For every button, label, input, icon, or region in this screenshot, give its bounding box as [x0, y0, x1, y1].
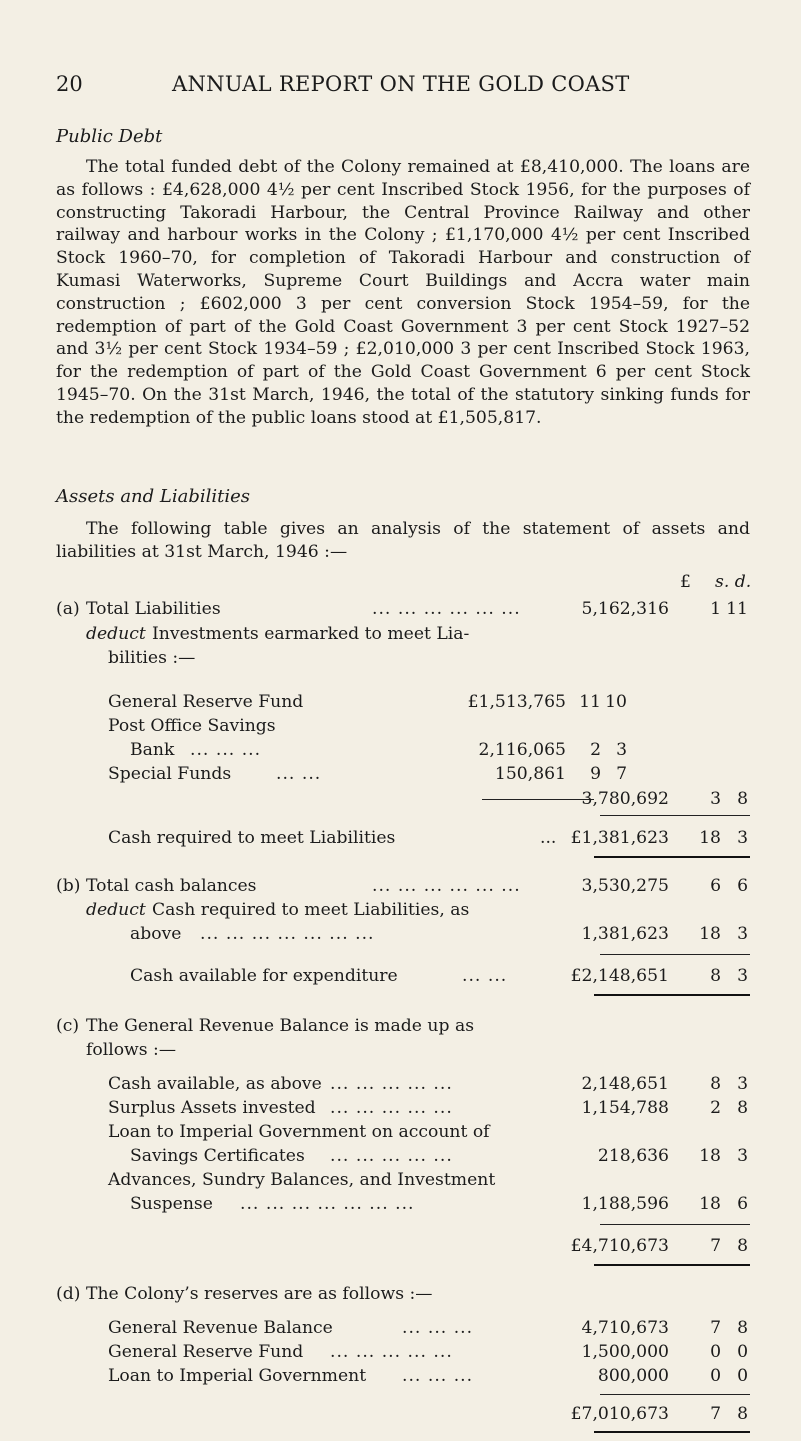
reserve-general-fund-shillings: 0 — [710, 1342, 721, 1362]
general-reserve-fund-label: General Reserve Fund — [108, 692, 304, 712]
imperial-loan-pounds: 218,636 — [597, 1146, 669, 1166]
reserve-general-revenue-label: General Revenue Balance — [108, 1318, 333, 1338]
running-title: ANNUAL REPORT ON THE GOLD COAST — [172, 72, 630, 96]
total-cash-balances-label: Total cash balances — [86, 876, 257, 896]
total-cash-balances-dots: ... ... ... ... ... ... — [372, 876, 521, 896]
section-d-label: (d) — [56, 1284, 81, 1304]
advances-pounds: 1,188,596 — [581, 1194, 669, 1214]
above-pounds: 1,381,623 — [581, 924, 669, 944]
c-cash-available-shillings: 8 — [710, 1074, 721, 1094]
reserves-total-pence: 8 — [737, 1404, 748, 1424]
cash-required-dots: ... — [540, 828, 557, 848]
double-rule-revenue-total — [594, 1264, 750, 1266]
post-office-savings-label-cont: Bank — [130, 740, 175, 760]
reserve-imperial-loan-label: Loan to Imperial Government — [108, 1366, 367, 1386]
post-office-savings-pence: 3 — [616, 740, 627, 760]
general-revenue-intro: The General Revenue Balance is made up as — [86, 1016, 475, 1036]
total-cash-balances-pence: 6 — [737, 876, 748, 896]
reserve-imperial-loan-dots: ... ... ... — [402, 1366, 474, 1386]
assets-heading: Assets and Liabilities — [56, 486, 251, 507]
total-liabilities-label: Total Liabilities — [86, 599, 221, 619]
reserve-general-fund-label: General Reserve Fund — [108, 1342, 304, 1362]
imperial-loan-shillings: 18 — [699, 1146, 721, 1166]
deduct-word-a: deduct — [86, 624, 146, 644]
surplus-assets-pounds: 1,154,788 — [581, 1098, 669, 1118]
special-funds-pounds: 150,861 — [494, 764, 566, 784]
imperial-loan-dots: ... ... ... ... ... — [330, 1146, 453, 1166]
rule-above-reserves-total — [600, 1394, 750, 1395]
cash-available-dots: ... ... — [462, 966, 508, 986]
cash-required-label: Cash required to meet Liabilities — [108, 828, 396, 848]
surplus-assets-shillings: 2 — [710, 1098, 721, 1118]
column-header-pounds: £ — [680, 572, 691, 592]
reserve-imperial-loan-shillings: 0 — [710, 1366, 721, 1386]
cash-available-label: Cash available for expenditure — [130, 966, 398, 986]
reserve-general-fund-pounds: 1,500,000 — [581, 1342, 669, 1362]
special-funds-shillings: 9 — [590, 764, 601, 784]
public-debt-heading: Public Debt — [56, 126, 163, 147]
cash-available-pence: 3 — [737, 966, 748, 986]
cash-available-pounds: £2,148,651 — [570, 966, 669, 986]
investments-total-pence: 8 — [737, 789, 748, 809]
total-cash-balances-shillings: 6 — [710, 876, 721, 896]
cash-required-shillings: 18 — [699, 828, 721, 848]
post-office-savings-shillings: 2 — [590, 740, 601, 760]
cash-available-shillings: 8 — [710, 966, 721, 986]
deduct-word-b: deduct — [86, 900, 146, 920]
post-office-savings-label: Post Office Savings — [108, 716, 276, 736]
subtotal-dash-rule — [482, 799, 594, 800]
above-label: above — [130, 924, 182, 944]
reserve-general-revenue-pence: 8 — [737, 1318, 748, 1338]
total-liabilities-pence: 11 — [726, 599, 748, 619]
special-funds-pence: 7 — [616, 764, 627, 784]
total-liabilities-pounds: 5,162,316 — [581, 599, 669, 619]
surplus-assets-dots: ... ... ... ... ... — [330, 1098, 453, 1118]
total-liabilities-shillings: 1 — [710, 599, 721, 619]
special-funds-label: Special Funds — [108, 764, 232, 784]
page-number: 20 — [56, 72, 83, 96]
reserve-imperial-loan-pence: 0 — [737, 1366, 748, 1386]
reserve-general-revenue-pounds: 4,710,673 — [581, 1318, 669, 1338]
rule-above-cash-available — [600, 954, 750, 955]
general-reserve-fund-pounds: £1,513,765 — [467, 692, 566, 712]
imperial-loan-label-cont: Savings Certificates — [130, 1146, 305, 1166]
column-header-shillings-pence: s. d. — [715, 572, 752, 592]
post-office-savings-dots: ... ... ... — [190, 740, 262, 760]
rule-above-revenue-total — [600, 1224, 750, 1225]
reserves-total-shillings: 7 — [710, 1404, 721, 1424]
surplus-assets-pence: 8 — [737, 1098, 748, 1118]
investments-total-shillings: 3 — [710, 789, 721, 809]
public-debt-paragraph: The total funded debt of the Colony remained at £8,410,000. The loans are as follows : £4,628,000 4½ per cent Inscribed Stock 1956, for the purposes of constructing Takoradi Harbour, the Central Province Railway and other railway and harbour works in the Colony ; £1,170,000 4½ per cent Inscribed Stock 1960–70, for completion of Takoradi Harbour and construction of Kumasi Waterworks, Supreme Court Buildings and Accra water main construction ; £602,000 3 per cent conversion Stock 1954–59, for the redemption of part of the Gold Coast Government 3 per cent Stock 1927–52 and 3½ per cent Stock 1934–59 ; £2,010,000 3 per cent Inscribed Stock 1963, for the redemption of part of the Gold Coast Government 6 per cent Stock 1945–70. On the 31st March, 1946, the total of the statutory sinking funds for the redemption of the public loans stood at £1,505,817. — [56, 157, 750, 428]
c-cash-available-pence: 3 — [737, 1074, 748, 1094]
advances-label: Advances, Sundry Balances, and Investment — [108, 1170, 496, 1190]
c-cash-available-dots: ... ... ... ... ... — [330, 1074, 453, 1094]
assets-intro: The following table gives an analysis of the statement of assets and liabilities at 31st March, 1946 :— — [56, 519, 750, 562]
reserve-general-fund-pence: 0 — [737, 1342, 748, 1362]
advances-label-cont: Suspense — [130, 1194, 213, 1214]
cash-required-pounds: £1,381,623 — [570, 828, 669, 848]
double-rule-cash-available — [594, 994, 750, 996]
c-cash-available-label: Cash available, as above — [108, 1074, 322, 1094]
reserve-general-fund-dots: ... ... ... ... ... — [330, 1342, 453, 1362]
section-b-label: (b) — [56, 876, 81, 896]
general-revenue-intro-cont: follows :— — [86, 1040, 177, 1060]
total-liabilities-dots: ... ... ... ... ... ... — [372, 599, 521, 619]
revenue-total-pounds: £4,710,673 — [570, 1236, 669, 1256]
advances-shillings: 18 — [699, 1194, 721, 1214]
reserve-imperial-loan-pounds: 800,000 — [597, 1366, 669, 1386]
reserves-total-pounds: £7,010,673 — [570, 1404, 669, 1424]
reserve-general-revenue-shillings: 7 — [710, 1318, 721, 1338]
imperial-loan-label: Loan to Imperial Government on account of — [108, 1122, 490, 1142]
section-a-label: (a) — [56, 599, 80, 619]
special-funds-dots: ... ... — [276, 764, 322, 784]
general-reserve-fund-shillings: 11 — [579, 692, 601, 712]
revenue-total-pence: 8 — [737, 1236, 748, 1256]
advances-pence: 6 — [737, 1194, 748, 1214]
surplus-assets-label: Surplus Assets invested — [108, 1098, 316, 1118]
revenue-total-shillings: 7 — [710, 1236, 721, 1256]
above-pence: 3 — [737, 924, 748, 944]
investments-total-pounds: 3,780,692 — [581, 789, 669, 809]
reserve-general-revenue-dots: ... ... ... — [402, 1318, 474, 1338]
deduct-cash-required-text: Cash required to meet Liabilities, as — [152, 900, 470, 920]
deduct-investments-text: Investments earmarked to meet Lia- — [152, 624, 470, 644]
above-shillings: 18 — [699, 924, 721, 944]
rule-above-cash-required — [600, 815, 750, 816]
cash-required-pence: 3 — [737, 828, 748, 848]
total-cash-balances-pounds: 3,530,275 — [581, 876, 669, 896]
above-dots: ... ... ... ... ... ... ... — [200, 924, 375, 944]
general-reserve-fund-pence: 10 — [605, 692, 627, 712]
c-cash-available-pounds: 2,148,651 — [581, 1074, 669, 1094]
post-office-savings-pounds: 2,116,065 — [478, 740, 566, 760]
deduct-investments-text-cont: bilities :— — [108, 648, 196, 668]
imperial-loan-pence: 3 — [737, 1146, 748, 1166]
section-c-label: (c) — [56, 1016, 80, 1036]
double-rule-cash-required — [594, 856, 750, 858]
advances-dots: ... ... ... ... ... ... ... — [240, 1194, 415, 1214]
double-rule-reserves-total — [594, 1431, 750, 1433]
reserves-intro: The Colony’s reserves are as follows :— — [86, 1284, 433, 1304]
